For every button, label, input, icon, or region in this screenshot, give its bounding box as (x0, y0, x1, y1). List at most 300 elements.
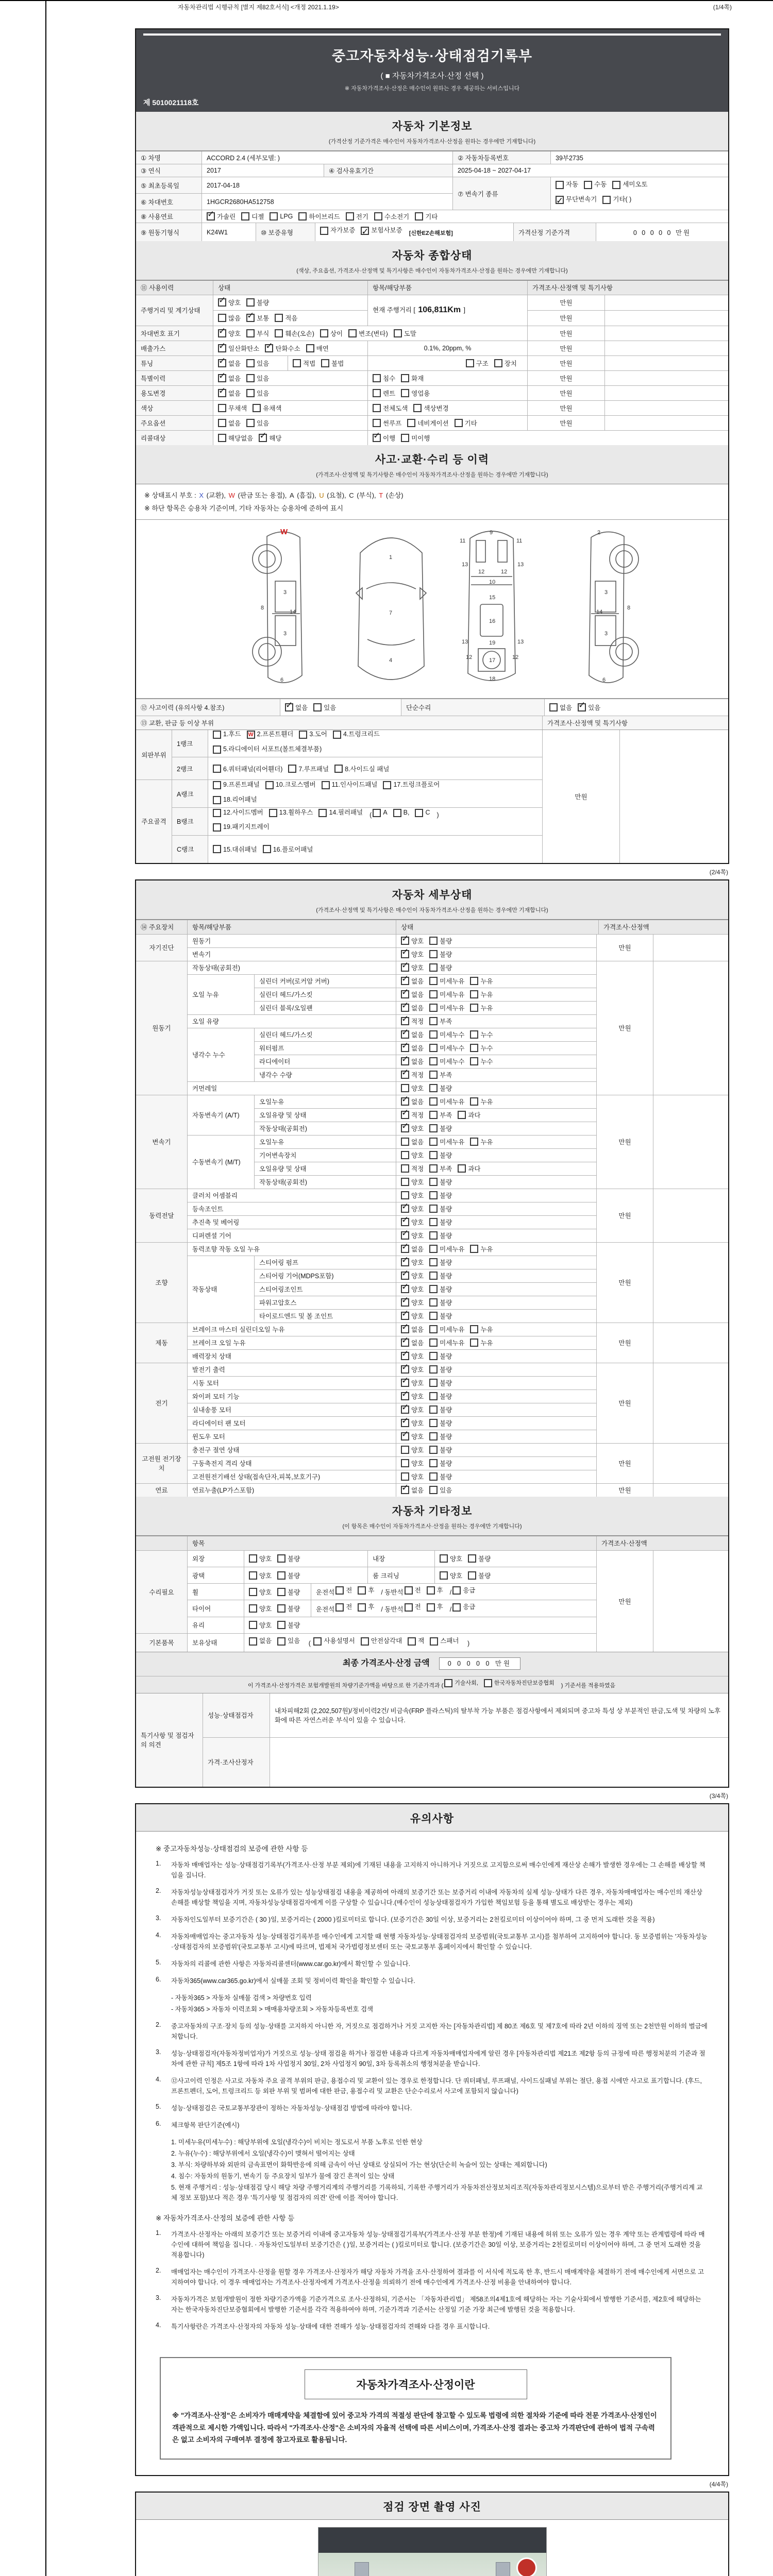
checkbox-option[interactable] (401, 976, 424, 986)
checkbox-box[interactable] (578, 703, 586, 711)
checkbox-option[interactable] (373, 418, 401, 428)
checkbox-box[interactable] (429, 950, 438, 958)
checkbox-box[interactable] (429, 1459, 438, 1467)
checkbox-option[interactable] (429, 1298, 452, 1307)
checkbox-box[interactable] (285, 703, 293, 711)
checkbox-option[interactable] (401, 1284, 424, 1294)
checkbox-box[interactable] (246, 298, 255, 307)
checkbox-box[interactable] (429, 1218, 438, 1226)
checkbox-option[interactable] (275, 313, 297, 323)
checkbox-box[interactable] (470, 1044, 478, 1052)
checkbox-box[interactable] (218, 314, 226, 322)
checkbox-option[interactable] (470, 1244, 493, 1253)
checkbox-box[interactable] (218, 344, 226, 352)
checkbox-option[interactable] (246, 329, 269, 338)
checkbox-option[interactable] (249, 1587, 272, 1597)
checkbox-option[interactable] (429, 1164, 452, 1173)
checkbox-box[interactable] (218, 329, 226, 337)
checkbox-option[interactable] (277, 1587, 300, 1597)
checkbox-option[interactable] (269, 807, 313, 819)
checkbox-option[interactable] (275, 329, 314, 338)
checkbox-option[interactable] (584, 179, 607, 191)
checkbox-option[interactable] (429, 1485, 452, 1495)
checkbox-box[interactable] (429, 1446, 438, 1454)
checkbox-box[interactable] (405, 1603, 413, 1612)
checkbox-option[interactable] (373, 433, 395, 443)
checkbox-option[interactable] (213, 743, 322, 756)
checkbox-option[interactable] (401, 990, 424, 999)
checkbox-box[interactable] (429, 1486, 438, 1494)
checkbox-option[interactable] (429, 1472, 452, 1481)
checkbox-box[interactable] (313, 703, 322, 711)
checkbox-option[interactable] (401, 936, 424, 945)
checkbox-option[interactable] (401, 1418, 424, 1428)
checkbox-box[interactable] (401, 389, 409, 397)
checkbox-box[interactable] (429, 1419, 438, 1427)
checkbox-box[interactable] (468, 1571, 476, 1580)
checkbox-option[interactable] (401, 950, 424, 959)
checkbox-option[interactable] (401, 1338, 424, 1347)
checkbox-box[interactable] (407, 419, 415, 427)
checkbox-option[interactable] (429, 1311, 452, 1320)
checkbox-box[interactable] (401, 374, 409, 382)
checkbox-box[interactable] (320, 329, 328, 337)
checkbox-option[interactable] (405, 1585, 421, 1597)
checkbox-box[interactable] (213, 823, 221, 832)
checkbox-box[interactable] (246, 314, 255, 322)
checkbox-option[interactable] (458, 1110, 480, 1120)
checkbox-box[interactable] (429, 937, 438, 945)
checkbox-box[interactable] (401, 1097, 409, 1106)
checkbox-box[interactable] (322, 781, 330, 789)
checkbox-box[interactable] (429, 1312, 438, 1320)
checkbox-option[interactable] (218, 433, 253, 443)
checkbox-box[interactable] (213, 845, 221, 853)
checkbox-box[interactable] (429, 1138, 438, 1146)
checkbox-box[interactable] (401, 1365, 409, 1374)
checkbox-box[interactable] (401, 1325, 409, 1333)
checkbox-box[interactable] (429, 1030, 438, 1039)
checkbox-box[interactable] (401, 1446, 409, 1454)
checkbox-box[interactable] (429, 1044, 438, 1052)
checkbox-box[interactable] (470, 977, 478, 985)
checkbox-box[interactable] (556, 196, 564, 204)
checkbox-option[interactable] (299, 728, 327, 741)
checkbox-option[interactable] (401, 1405, 424, 1414)
checkbox-box[interactable] (429, 1352, 438, 1360)
checkbox-option[interactable] (470, 1338, 493, 1347)
checkbox-box[interactable] (401, 1191, 409, 1199)
checkbox-option[interactable] (401, 1124, 424, 1133)
checkbox-option[interactable] (213, 844, 257, 854)
checkbox-option[interactable] (246, 298, 269, 307)
checkbox-box[interactable] (401, 1245, 409, 1253)
checkbox-option[interactable] (429, 1325, 464, 1334)
checkbox-box[interactable] (218, 374, 226, 382)
checkbox-option[interactable] (401, 388, 430, 398)
checkbox-option[interactable] (429, 1097, 464, 1106)
checkbox-box[interactable] (265, 344, 273, 352)
checkbox-option[interactable] (401, 1164, 424, 1173)
checkbox-option[interactable] (429, 1459, 452, 1468)
checkbox-option[interactable] (373, 807, 387, 819)
checkbox-box[interactable] (401, 1379, 409, 1387)
checkbox-box[interactable] (401, 1178, 409, 1186)
checkbox-box[interactable] (401, 1405, 409, 1414)
checkbox-box[interactable] (470, 1138, 478, 1146)
checkbox-box[interactable] (401, 1392, 409, 1400)
checkbox-option[interactable] (440, 1571, 462, 1580)
checkbox-box[interactable] (401, 1124, 409, 1132)
checkbox-box[interactable] (249, 1554, 257, 1563)
checkbox-option[interactable] (427, 1601, 443, 1614)
checkbox-box[interactable] (373, 404, 381, 412)
checkbox-option[interactable] (429, 1043, 464, 1053)
checkbox-option[interactable] (429, 990, 464, 999)
checkbox-box[interactable] (401, 1459, 409, 1467)
checkbox-option[interactable] (401, 1445, 424, 1454)
checkbox-box[interactable] (333, 731, 341, 739)
checkbox-option[interactable] (285, 703, 308, 712)
checkbox-option[interactable] (218, 329, 241, 338)
checkbox-box[interactable] (401, 1231, 409, 1240)
checkbox-box[interactable] (401, 1338, 409, 1347)
checkbox-box[interactable] (401, 1432, 409, 1440)
checkbox-box[interactable] (470, 1097, 478, 1106)
checkbox-option[interactable] (306, 344, 329, 353)
checkbox-option[interactable] (429, 1150, 452, 1160)
checkbox-option[interactable] (263, 844, 313, 854)
checkbox-box[interactable] (429, 1325, 438, 1333)
checkbox-option[interactable] (429, 963, 452, 972)
checkbox-option[interactable] (429, 1405, 452, 1414)
checkbox-option[interactable] (361, 1635, 402, 1648)
checkbox-box[interactable] (218, 389, 226, 397)
checkbox-box[interactable] (401, 1285, 409, 1293)
checkbox-option[interactable] (429, 1445, 452, 1454)
checkbox-box[interactable] (429, 1365, 438, 1374)
checkbox-option[interactable] (401, 1365, 424, 1374)
checkbox-option[interactable] (358, 1585, 374, 1597)
checkbox-box[interactable] (401, 1030, 409, 1039)
checkbox-box[interactable] (556, 181, 564, 189)
checkbox-box[interactable] (401, 1419, 409, 1427)
checkbox-option[interactable] (373, 388, 395, 398)
checkbox-box[interactable] (401, 937, 409, 945)
checkbox-option[interactable] (429, 1124, 452, 1133)
checkbox-box[interactable] (277, 1637, 285, 1646)
checkbox-option[interactable] (401, 1244, 424, 1253)
checkbox-option[interactable] (401, 1392, 424, 1401)
checkbox-option[interactable] (218, 418, 241, 428)
checkbox-box[interactable] (413, 404, 422, 412)
checkbox-option[interactable] (429, 1204, 452, 1213)
checkbox-option[interactable] (218, 298, 241, 307)
checkbox-option[interactable] (401, 1177, 424, 1187)
checkbox-box[interactable] (427, 1603, 435, 1612)
checkbox-option[interactable] (321, 359, 344, 368)
checkbox-option[interactable] (429, 1258, 452, 1267)
checkbox-option[interactable] (494, 359, 517, 368)
checkbox-option[interactable] (408, 1635, 424, 1648)
checkbox-box[interactable] (429, 1097, 438, 1106)
checkbox-box[interactable] (401, 1151, 409, 1159)
checkbox-option[interactable] (401, 1083, 424, 1093)
checkbox-option[interactable] (429, 1244, 464, 1253)
checkbox-box[interactable] (246, 389, 255, 397)
checkbox-option[interactable] (249, 1635, 272, 1648)
checkbox-box[interactable] (249, 1588, 257, 1596)
checkbox-box[interactable] (277, 1604, 285, 1613)
checkbox-box[interactable] (401, 1164, 409, 1173)
checkbox-option[interactable] (218, 359, 241, 368)
checkbox-box[interactable] (429, 1472, 438, 1481)
checkbox-option[interactable] (401, 963, 424, 972)
checkbox-option[interactable] (449, 1601, 476, 1614)
checkbox-box[interactable] (429, 1124, 438, 1132)
checkbox-option[interactable] (427, 1585, 443, 1597)
checkbox-box[interactable] (401, 950, 409, 958)
checkbox-option[interactable] (429, 1016, 452, 1026)
checkbox-option[interactable] (429, 1378, 452, 1387)
checkbox-box[interactable] (275, 314, 283, 322)
checkbox-option[interactable] (218, 403, 247, 413)
checkbox-box[interactable] (584, 181, 592, 189)
checkbox-option[interactable] (335, 1601, 352, 1614)
checkbox-box[interactable] (401, 1017, 409, 1025)
checkbox-box[interactable] (277, 1571, 285, 1580)
damage-mark-box[interactable]: W (247, 731, 255, 739)
checkbox-option[interactable] (249, 1554, 272, 1563)
checkbox-box[interactable] (429, 1405, 438, 1414)
checkbox-box[interactable] (253, 404, 261, 412)
checkbox-box[interactable] (401, 1084, 409, 1092)
checkbox-box[interactable] (429, 1432, 438, 1440)
checkbox-box[interactable] (494, 359, 502, 367)
checkbox-box[interactable] (449, 1603, 461, 1613)
checkbox-box[interactable] (401, 1258, 409, 1266)
checkbox-option[interactable] (468, 1571, 491, 1580)
checkbox-option[interactable] (401, 1003, 424, 1012)
checkbox-box[interactable] (288, 765, 296, 773)
checkbox-box[interactable] (401, 990, 409, 998)
checkbox-box[interactable] (348, 329, 357, 337)
checkbox-box[interactable] (429, 1205, 438, 1213)
checkbox-box[interactable] (401, 1298, 409, 1307)
checkbox-box[interactable] (383, 781, 391, 789)
checkbox-box[interactable] (430, 1637, 438, 1646)
checkbox-option[interactable] (401, 1150, 424, 1160)
checkbox-option[interactable] (334, 764, 389, 773)
checkbox-option[interactable] (429, 1110, 452, 1120)
checkbox-box[interactable] (249, 1621, 257, 1629)
checkbox-option[interactable] (277, 1554, 300, 1563)
checkbox-option[interactable] (415, 807, 430, 819)
checkbox-option[interactable] (246, 313, 269, 323)
checkbox-box[interactable] (277, 1554, 285, 1563)
checkbox-option[interactable] (213, 764, 282, 773)
checkbox-option[interactable] (444, 1678, 478, 1689)
checkbox-box[interactable] (401, 963, 409, 972)
checkbox-option[interactable] (429, 1231, 452, 1240)
checkbox-box[interactable] (249, 1637, 257, 1646)
checkbox-box[interactable] (213, 731, 221, 739)
checkbox-option[interactable] (361, 225, 402, 237)
checkbox-option[interactable] (429, 1137, 464, 1146)
checkbox-box[interactable] (373, 809, 381, 817)
checkbox-option[interactable] (429, 1191, 452, 1200)
checkbox-box[interactable] (265, 781, 274, 789)
checkbox-box[interactable] (246, 419, 255, 427)
checkbox-option[interactable] (246, 418, 269, 428)
checkbox-box[interactable] (444, 1679, 452, 1687)
checkbox-option[interactable] (348, 329, 388, 338)
checkbox-option[interactable] (293, 359, 315, 368)
checkbox-option[interactable] (458, 1164, 480, 1173)
checkbox-option[interactable] (401, 374, 424, 383)
checkbox-box[interactable] (401, 1205, 409, 1213)
checkbox-option[interactable] (401, 1378, 424, 1387)
checkbox-box[interactable] (393, 809, 401, 817)
checkbox-option[interactable] (335, 1585, 352, 1597)
checkbox-option[interactable] (578, 703, 600, 712)
checkbox-box[interactable] (429, 1111, 438, 1119)
checkbox-box[interactable] (275, 329, 283, 337)
checkbox-box[interactable] (401, 1004, 409, 1012)
checkbox-box[interactable] (270, 212, 278, 221)
checkbox-option[interactable] (401, 1057, 424, 1066)
checkbox-box[interactable] (263, 845, 271, 853)
checkbox-option[interactable] (401, 1030, 424, 1039)
checkbox-option[interactable] (249, 1620, 272, 1630)
checkbox-box[interactable] (269, 809, 277, 817)
checkbox-option[interactable] (602, 194, 631, 206)
checkbox-box[interactable] (401, 1138, 409, 1146)
checkbox-box[interactable] (249, 1571, 257, 1580)
checkbox-option[interactable] (429, 1365, 452, 1374)
checkbox-box[interactable] (213, 796, 221, 804)
checkbox-option[interactable] (556, 179, 578, 191)
checkbox-option[interactable] (401, 1325, 424, 1334)
checkbox-box[interactable] (470, 1325, 478, 1333)
checkbox-option[interactable] (265, 344, 300, 353)
checkbox-box[interactable] (429, 1071, 438, 1079)
checkbox-option[interactable] (394, 329, 416, 338)
checkbox-box[interactable] (429, 1285, 438, 1293)
checkbox-option[interactable] (401, 1231, 424, 1240)
checkbox-box[interactable] (401, 1057, 409, 1065)
checkbox-box[interactable] (298, 212, 307, 221)
checkbox-box[interactable] (429, 1258, 438, 1266)
checkbox-option[interactable] (429, 1177, 452, 1187)
checkbox-box[interactable] (405, 1586, 413, 1595)
checkbox-box[interactable] (361, 227, 369, 235)
checkbox-option[interactable] (466, 359, 489, 368)
checkbox-box[interactable] (277, 1588, 285, 1596)
checkbox-option[interactable] (415, 212, 438, 221)
checkbox-box[interactable] (213, 781, 221, 789)
checkbox-option[interactable] (265, 779, 316, 791)
checkbox-box[interactable] (401, 1044, 409, 1052)
checkbox-option[interactable] (333, 728, 380, 741)
checkbox-option[interactable] (468, 1554, 491, 1563)
checkbox-box[interactable] (470, 990, 478, 998)
checkbox-box[interactable] (374, 212, 382, 221)
checkbox-box[interactable] (415, 212, 423, 221)
checkbox-option[interactable] (213, 821, 270, 834)
checkbox-option[interactable] (429, 1057, 464, 1066)
checkbox-box[interactable] (429, 1178, 438, 1186)
checkbox-box[interactable] (218, 359, 226, 367)
checkbox-option[interactable] (429, 950, 452, 959)
checkbox-option[interactable] (213, 728, 241, 741)
checkbox-box[interactable] (299, 731, 307, 739)
checkbox-option[interactable] (429, 1003, 464, 1012)
checkbox-option[interactable] (313, 1635, 355, 1648)
checkbox-option[interactable] (218, 313, 241, 323)
checkbox-option[interactable] (401, 1191, 424, 1200)
checkbox-box[interactable] (259, 434, 267, 442)
checkbox-box[interactable] (458, 1111, 466, 1119)
checkbox-box[interactable] (429, 1084, 438, 1092)
checkbox-option[interactable] (407, 418, 448, 428)
checkbox-option[interactable] (401, 1271, 424, 1280)
checkbox-option[interactable] (249, 1571, 272, 1580)
checkbox-option[interactable] (401, 1137, 424, 1146)
checkbox-option[interactable] (322, 779, 378, 791)
checkbox-box[interactable] (401, 1218, 409, 1226)
checkbox-box[interactable] (249, 1604, 257, 1613)
checkbox-box[interactable] (401, 1312, 409, 1320)
checkbox-option[interactable] (313, 703, 336, 712)
checkbox-option[interactable] (277, 1604, 300, 1613)
checkbox-box[interactable] (293, 359, 301, 367)
checkbox-option[interactable] (277, 1635, 300, 1648)
checkbox-option[interactable] (612, 179, 647, 191)
checkbox-option[interactable] (320, 329, 343, 338)
checkbox-box[interactable] (429, 963, 438, 972)
checkbox-option[interactable] (470, 1325, 493, 1334)
checkbox-box[interactable] (468, 1554, 476, 1563)
checkbox-option[interactable] (429, 1271, 452, 1280)
checkbox-option[interactable] (449, 1585, 476, 1597)
checkbox-box[interactable] (470, 1338, 478, 1347)
checkbox-option[interactable] (247, 728, 294, 741)
checkbox-box[interactable] (373, 389, 381, 397)
checkbox-option[interactable] (213, 794, 257, 806)
checkbox-option[interactable] (429, 1418, 452, 1428)
checkbox-option[interactable] (401, 1097, 424, 1106)
checkbox-box[interactable] (335, 1586, 344, 1595)
checkbox-box[interactable] (241, 212, 249, 221)
checkbox-box[interactable] (429, 1191, 438, 1199)
checkbox-option[interactable] (401, 1016, 424, 1026)
checkbox-box[interactable] (335, 1603, 344, 1612)
checkbox-box[interactable] (455, 419, 463, 427)
checkbox-option[interactable] (440, 1554, 462, 1563)
checkbox-option[interactable] (455, 418, 477, 428)
checkbox-option[interactable] (430, 1635, 459, 1648)
checkbox-option[interactable] (470, 1030, 493, 1039)
checkbox-box[interactable] (313, 1637, 322, 1646)
checkbox-option[interactable] (246, 374, 269, 383)
checkbox-box[interactable] (373, 374, 381, 382)
checkbox-option[interactable] (253, 403, 281, 413)
checkbox-box[interactable] (218, 434, 226, 442)
checkbox-option[interactable] (277, 1620, 300, 1630)
checkbox-option[interactable] (218, 388, 241, 398)
checkbox-option[interactable] (401, 1485, 424, 1495)
